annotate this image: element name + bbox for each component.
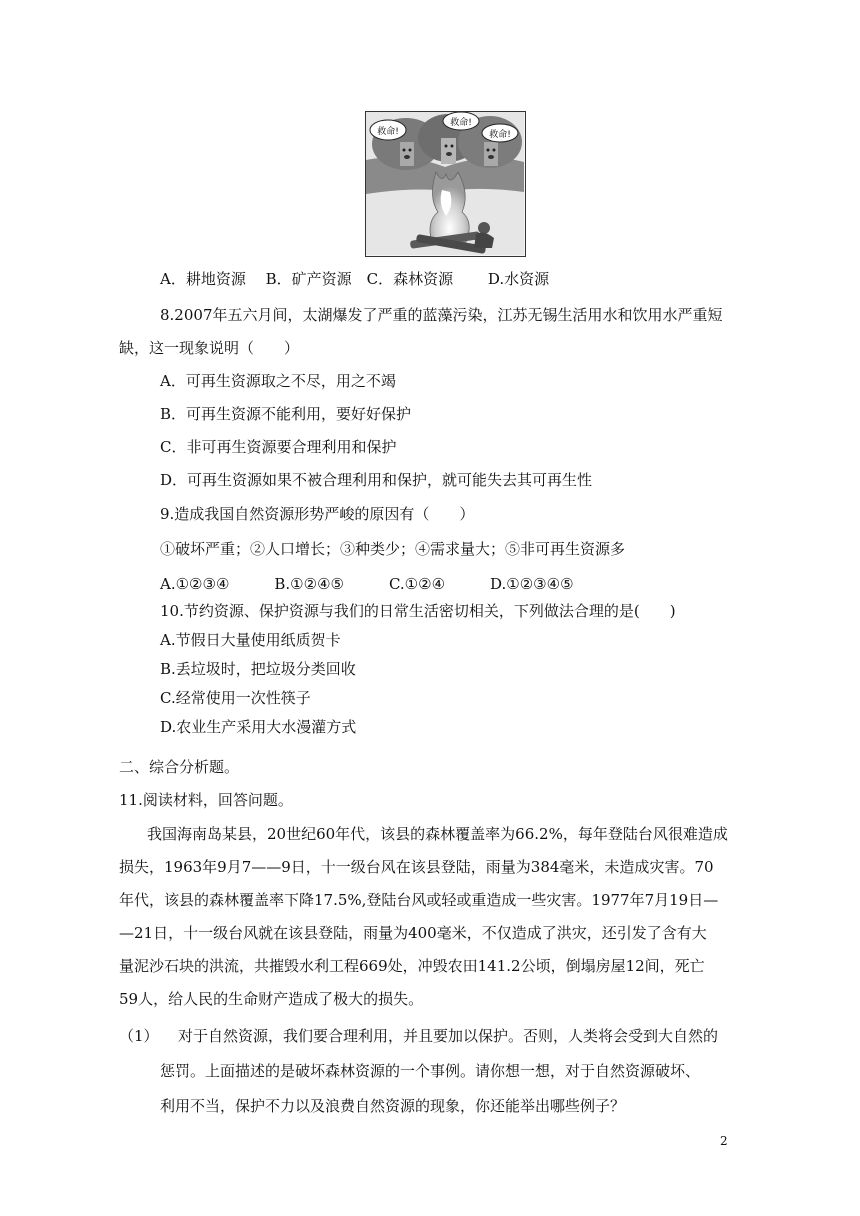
- q10-option-a: A.节假日大量使用纸质贺卡: [160, 631, 341, 649]
- q8-option-d: D．可再生资源如果不被合理利用和保护，就可能失去其可再生性: [160, 471, 593, 489]
- q10-option-d: D.农业生产采用大水漫灌方式: [160, 718, 357, 736]
- q11-material-line-5: 量泥沙石块的洪流，共摧毁水利工程669处，冲毁农田141.2公顷，倒塌房屋12间，死亡: [119, 957, 705, 975]
- q10-stem: 10.节约资源、保护资源与我们的日常生活密切相关，下列做法合理的是( ): [160, 602, 676, 620]
- speech-bubble-middle: [443, 112, 479, 130]
- q11-sub1-number: （1）: [119, 1027, 159, 1045]
- q8-option-c: C．非可再生资源要合理利用和保护: [160, 438, 397, 456]
- q10-option-c: C.经常使用一次性筷子: [160, 689, 311, 707]
- q11-stem: 11.阅读材料，回答问题。: [119, 791, 293, 809]
- q9-options: A.①②③④ B.①②④⑤ C.①②④ D.①②③④⑤: [160, 575, 574, 593]
- q8-stem-line-1: 8.2007年五六月间，太湖爆发了严重的蓝藻污染，江苏无锡生活用水和饮用水严重短: [160, 306, 723, 324]
- bubble-text-left: 救命!: [377, 127, 399, 137]
- cartoon-figure: [365, 111, 526, 257]
- q11-sub1-line-1: 对于自然资源，我们要合理利用，并且要加以保护。否则，人类将会受到大自然的: [178, 1027, 719, 1045]
- q11-sub1-line-2: 惩罚。上面描述的是破坏森林资源的一个事例。请你想一想，对于自然资源破坏、: [160, 1062, 701, 1080]
- burning-trees-illustration: [366, 112, 524, 255]
- q11-material-line-6: 59人，给人民的生命财产造成了极大的损失。: [119, 990, 424, 1008]
- speech-bubble-left: [370, 120, 406, 140]
- q11-material-line-2: 损失，1963年9月7——9日，十一级台风在该县登陆，雨量为384毫米，未造成灾害。70: [119, 858, 714, 876]
- q9-items: ①破坏严重；②人口增长；③种类少；④需求量大；⑤非可再生资源多: [160, 540, 626, 558]
- q8-stem-line-2: 缺，这一现象说明（ ）: [119, 339, 300, 357]
- section-heading: 二、综合分析题。: [119, 758, 240, 776]
- bubble-text-middle: 救命!: [450, 118, 472, 128]
- bubble-text-right: 救命!: [489, 130, 511, 140]
- q11-sub1-line-3: 利用不当，保护不力以及浪费自然资源的现象，你还能举出哪些例子？: [160, 1097, 626, 1115]
- q11-material-line-3: 年代，该县的森林覆盖率下降17.5%,登陆台风或轻或重造成一些灾害。1977年7月19日—: [119, 891, 719, 909]
- q8-option-a: A．可再生资源取之不尽，用之不竭: [160, 372, 396, 390]
- page-number: 2: [720, 1134, 728, 1148]
- q10-option-b: B.丢垃圾时，把垃圾分类回收: [160, 660, 356, 678]
- q11-material-line-1: 我国海南岛某县，20世纪60年代，该县的森林覆盖率为66.2%，每年登陆台风很难造成: [147, 825, 728, 843]
- speech-bubble-right: [482, 124, 518, 142]
- q8-option-b: B．可再生资源不能利用，要好好保护: [160, 405, 412, 423]
- q7-options: A．耕地资源 B．矿产资源 C．森林资源 D.水资源: [160, 270, 550, 288]
- q9-stem: 9.造成我国自然资源形势严峻的原因有（ ）: [160, 505, 475, 523]
- q11-material-line-4: —21日，十一级台风就在该县登陆，雨量为400毫米，不仅造成了洪灾，还引发了含有大: [119, 924, 707, 942]
